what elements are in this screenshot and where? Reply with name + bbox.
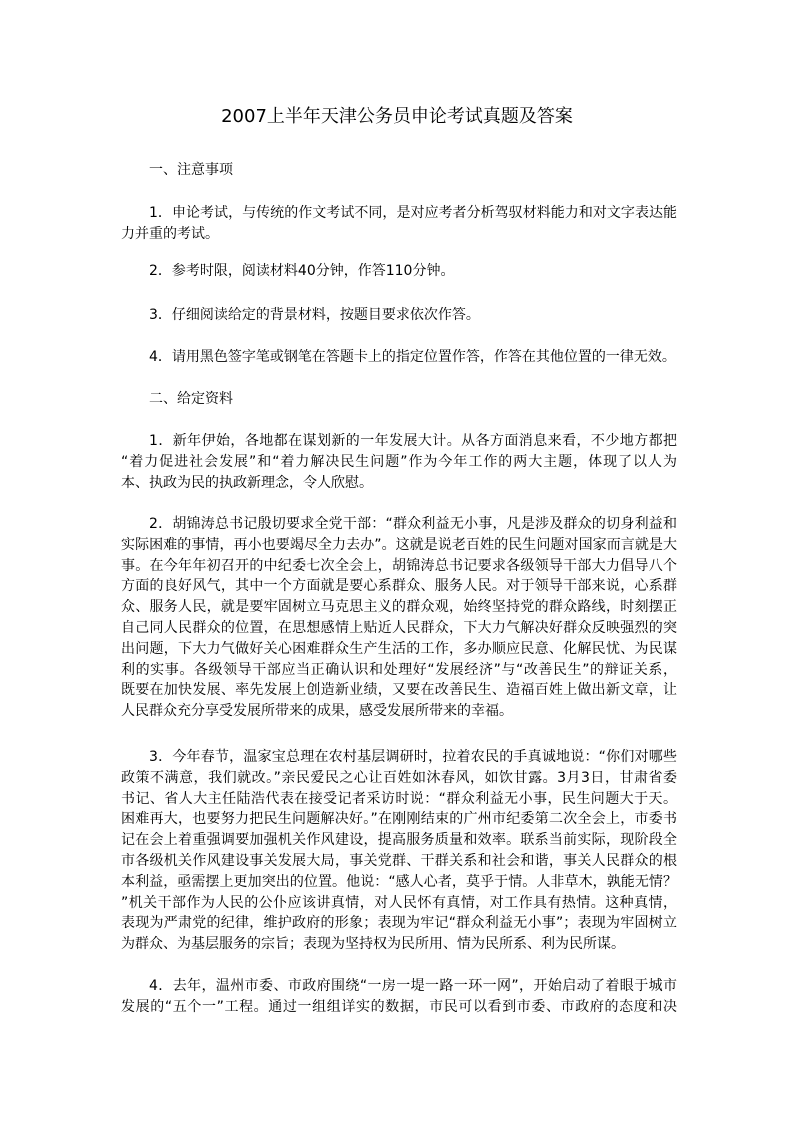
text-line: 市各级机关作风建设事关发展大局，事关党群、干群关系和社会和谐，事关人民群众的根 xyxy=(121,852,677,869)
document-title: 2007上半年天津公务员申论考试真题及答案 xyxy=(221,106,573,127)
text-line: 困难再大，也要努力把民生问题解决好。”在刚刚结束的广州市纪委第二次全会上，市委书 xyxy=(121,811,677,828)
text-line: 发展的“五个一”工程。通过一组组详实的数据，市民可以看到市委、市政府的态度和决 xyxy=(121,998,677,1015)
note-3 xyxy=(121,305,677,326)
text-line: ”机关干部作为人民的公仆应该讲真情，对人民怀有真情，对工作具有热情。这种真情， xyxy=(121,894,677,911)
text-line: 3．仔细阅读给定的背景材料，按题目要求依次作答。 xyxy=(149,307,480,323)
text-line: 1．新年伊始，各地都在谋划新的一年发展大计。从各方面消息来看，不少地方都把 xyxy=(149,433,677,449)
text-line: 出问题，下大力气做好关心困难群众生产生活的工作，多办顺应民意、化解民忧、为民谋 xyxy=(121,640,677,657)
text-line: 3．今年春节，温家宝总理在农村基层调研时，拉着农民的手真诚地说：“你们对哪些 xyxy=(149,749,677,765)
text-line: 为群众、为基层服务的宗旨；表现为坚持权为民所用、情为民所系、利为民所谋。 xyxy=(121,936,625,953)
text-line: 方面的良好风气，其中一个方面就是要心系群众、服务人民。对于领导干部来说，心系群 xyxy=(121,578,677,595)
text-line: 利的实事。各级领导干部应当正确认识和处理好“发展经济”与“改善民生”的辩证关系， xyxy=(121,661,677,678)
text-line: 既要在加快发展、率先发展上创造新业绩，又要在改善民生、造福百姓上做出新文章，让 xyxy=(121,682,677,699)
note-1 xyxy=(121,203,677,245)
text-line: 2．参考时限，阅读材料40分钟，作答110分钟。 xyxy=(149,263,455,279)
text-line: 书记、省人大主任陆浩代表在接受记者采访时说：“群众利益无小事，民生问题大于天。 xyxy=(121,790,677,807)
material-3 xyxy=(121,747,677,955)
text-line: 政策不满意，我们就改。”亲民爱民之心让百姓如沐春风，如饮甘露。3月3日，甘肃省委 xyxy=(121,769,677,786)
material-2 xyxy=(121,514,677,722)
text-line: 实际困难的事情，再小也要竭尽全力去办”。这就是说老百姓的民生问题对国家而言就是大 xyxy=(121,536,677,553)
text-line: 表现为严肃党的纪律，维护政府的形象；表现为牢记“群众利益无小事”；表现为牢固树立 xyxy=(121,915,677,932)
text-line: 人民群众充分享受发展所带来的成果，感受发展所带来的幸福。 xyxy=(121,703,513,720)
text-line: 力并重的考试。 xyxy=(121,225,219,242)
text-line: 1．申论考试，与传统的作文考试不同，是对应考者分析驾驭材料能力和对文字表达能 xyxy=(149,205,677,221)
text-line: 事。在今年年初召开的中纪委七次全会上，胡锦涛总书记要求各级领导干部大力倡导八个 xyxy=(121,557,677,574)
text-line: 本利益，亟需摆上更加突出的位置。他说：“感人心者，莫乎于情。人非草木，孰能无情？ xyxy=(121,873,677,890)
text-line: 自己同人民群众的位置，在思想感情上贴近人民群众，下大力气解决好群众反映强烈的突 xyxy=(121,619,677,636)
heading-text: 一、注意事项 xyxy=(149,162,233,178)
text-line: 4．请用黑色签字笔或钢笔在答题卡上的指定位置作答，作答在其他位置的一律无效。 xyxy=(149,349,676,365)
section-heading-materials xyxy=(121,389,677,410)
material-1 xyxy=(121,431,677,493)
material-4 xyxy=(121,976,677,1018)
text-line: 记在会上着重强调要加强机关作风建设，提高服务质量和效率。联系当前实际，现阶段全 xyxy=(121,832,677,849)
text-line: 众、服务人民，就是要牢固树立马克思主义的群众观，始终坚持党的群众路线，时刻摆正 xyxy=(121,599,677,616)
section-heading-notes xyxy=(121,160,677,181)
note-2 xyxy=(121,261,677,282)
text-line: “着力促进社会发展”和“着力解决民生问题”作为今年工作的两大主题，体现了以人为 xyxy=(121,453,677,470)
text-line: 4．去年，温州市委、市政府围绕“一房一堤一路一环一网”，开始启动了着眼于城市 xyxy=(149,978,677,994)
note-4 xyxy=(121,347,677,368)
text-line: 2．胡锦涛总书记殷切要求全党干部：“群众利益无小事，凡是涉及群众的切身利益和 xyxy=(149,516,677,532)
heading-text: 二、给定资料 xyxy=(149,391,233,407)
text-line: 本、执政为民的执政新理念，令人欣慰。 xyxy=(121,474,373,491)
